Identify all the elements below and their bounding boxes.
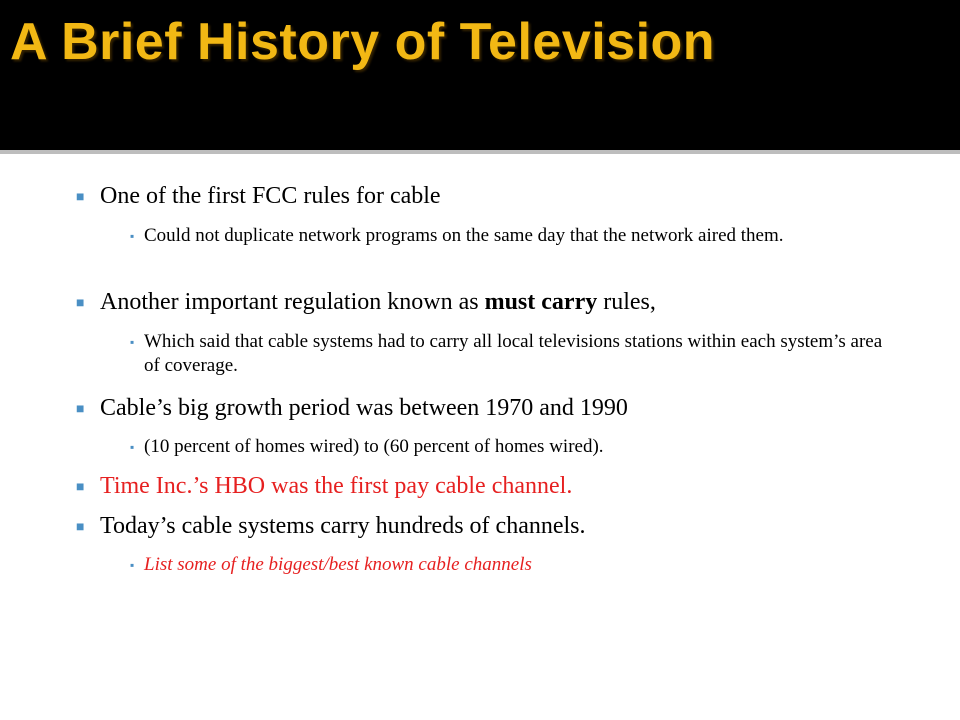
bullet-text: Cable’s big growth period was between 1970 and 1990 bbox=[100, 395, 628, 421]
square-bullet-icon: ■ bbox=[76, 190, 85, 205]
small-square-bullet-icon: ▪ bbox=[130, 229, 135, 243]
bullet-text-post: rules, bbox=[597, 289, 656, 315]
bullet-text: (10 percent of homes wired) to (60 percent of homes wired). bbox=[144, 436, 604, 457]
bullet-text: Today’s cable systems carry hundreds of channels. bbox=[100, 513, 586, 539]
bullet-text-pre: Another important regulation known as bbox=[100, 289, 485, 315]
slide-title: A Brief History of Television bbox=[10, 13, 716, 71]
bullet-text-bold: must carry bbox=[484, 289, 598, 315]
square-bullet-icon: ■ bbox=[76, 296, 85, 311]
small-square-bullet-icon: ▪ bbox=[130, 440, 135, 454]
square-bullet-icon: ■ bbox=[76, 520, 85, 535]
small-square-bullet-icon: ▪ bbox=[130, 335, 135, 349]
bullet-text: Which said that cable systems had to carry all local televisions stations within each system’s area of coverage. bbox=[144, 331, 883, 376]
square-bullet-icon: ■ bbox=[76, 402, 85, 417]
bullet-text: Time Inc.’s HBO was the first pay cable channel. bbox=[100, 473, 573, 499]
small-square-bullet-icon: ▪ bbox=[130, 558, 135, 572]
bullet-text: List some of the biggest/best known cable channels bbox=[144, 554, 532, 575]
bullet-text bbox=[100, 288, 890, 316]
bullet-text: Could not duplicate network programs on the same day that the network aired them. bbox=[144, 225, 784, 246]
square-bullet-icon: ■ bbox=[76, 480, 85, 495]
bullet-text: One of the first FCC rules for cable bbox=[100, 183, 441, 209]
